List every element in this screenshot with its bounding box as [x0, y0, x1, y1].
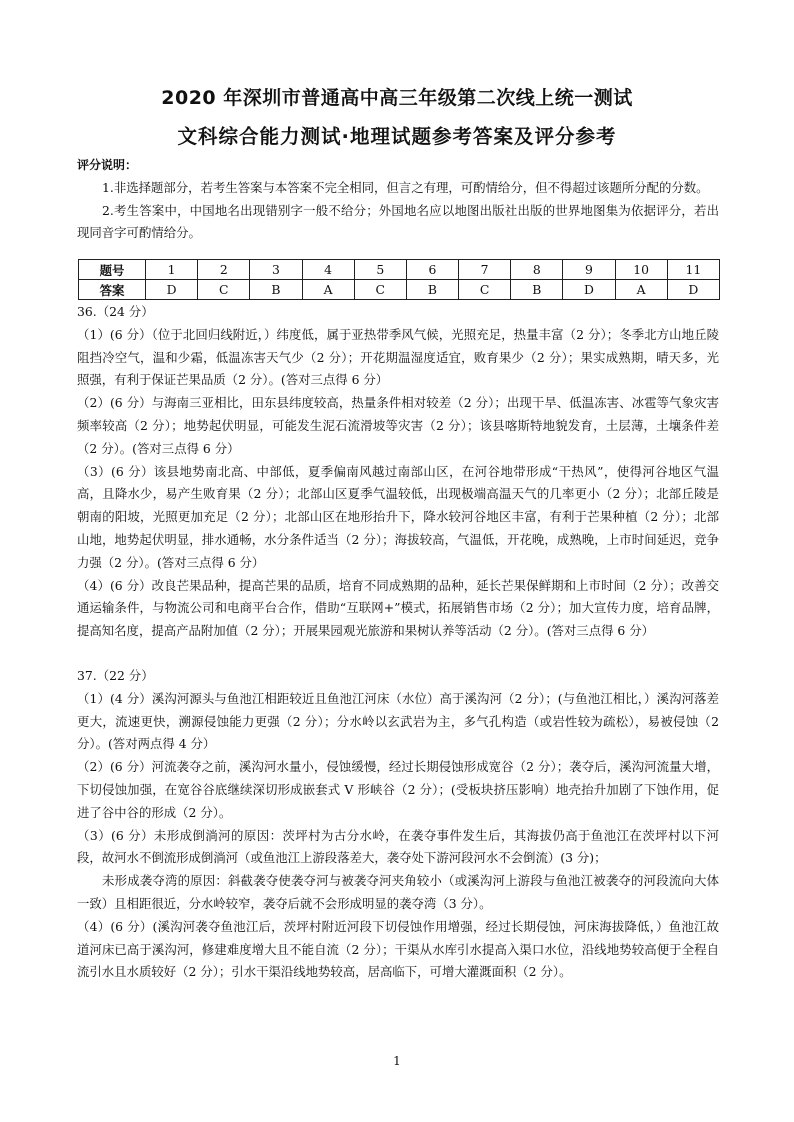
question-36-part-2: （2）(6 分）与海南三亚相比，田东县纬度较高，热量条件相对较差（2 分）；出现干旱、低温冻害、冰雹等气象灾害频率较高（2 分）；地势起伏明显，可能发生泥石流滑坡等灾害（2 分）；该县喀斯特地貌发育，土层薄，土壤条件差（2 分）。(答对三点得 6 分）	[77, 395, 719, 456]
question-36-part-1: （1）(6 分）（位于北回归线附近，）纬度低，属于亚热带季风气候，光照充足，热量丰富（2 分）；冬季北方山地丘陵阻挡冷空气，温和少霜，低温冻害天气少（2 分）；开花期温湿度适宜，败育果少（2 分）；果实成熟期，晴天多，光照强，有利于保证芒果品质（2 分）。(答对三点得 6 分）	[77, 326, 719, 388]
answer-table-answer-row	[79, 280, 720, 300]
question-36-heading: 36.（24 分）	[77, 304, 154, 319]
scoring-notes	[77, 154, 719, 245]
question-36-part-3: （3）(6 分）该县地势南北高、中部低，夏季偏南风越过南部山区，在河谷地带形成“干热风”，使得河谷地区气温高，且降水少，易产生败育果（2 分）；北部山区夏季气温较低，出现极端高温天气的几率更小（2 分）；北部丘陵是朝南的阳坡，光照更加充足（2 分）；北部山区在地形抬升下，降水较河谷地区丰富，有利于芒果种植（2 分）；北部山地，地势起伏明显，排水通畅，水分条件适当（2 分）；海拔较高，气温低，开花晚，成熟晚，上市时间延迟，竞争力强（2 分）。(答对三点得 6 分）	[77, 463, 719, 570]
answer-table	[78, 259, 720, 300]
document-title: 2020 年深圳市普通高中高三年级第二次线上统一测试	[161, 87, 633, 109]
question-number: 5	[354, 260, 406, 280]
answer-cell: A	[302, 280, 354, 300]
question-number-label: 题号	[79, 260, 146, 280]
answer-cell: B	[406, 280, 458, 300]
answer-cell: C	[459, 280, 511, 300]
question-number: 3	[250, 260, 302, 280]
scoring-notes-heading: 评分说明：	[77, 158, 138, 172]
question-number: 4	[302, 260, 354, 280]
question-37-part-2: （2）(6 分）河流袭夺之前，溪沟河水量小，侵蚀缓慢，经过长期侵蚀形成宽谷（2 分）；袭夺后，溪沟河流量大增，下切侵蚀加强，在宽谷谷底继续深切形成嵌套式 V 形峡谷（2 分）；(受板块挤压影响）地壳抬升加剧了下蚀作用，促进了谷中谷的形成（2 分）。	[77, 759, 719, 820]
answer-cell: C	[198, 280, 250, 300]
answer-cell: B	[250, 280, 302, 300]
question-37-part-3: （3）(6 分）未形成倒淌河的原因：茨坪村为古分水岭，在袭夺事件发生后，其海拔仍高于鱼池江在茨坪村以下河段，故河水不倒流形成倒淌河（或鱼池江上游段落差大，袭夺处下游河段河水不会倒流）(3 分)；	[77, 827, 719, 866]
question-number: 1	[146, 260, 198, 280]
answer-cell: D	[563, 280, 615, 300]
answer-cell: A	[615, 280, 667, 300]
answer-cell: D	[667, 280, 719, 300]
question-number: 6	[406, 260, 458, 280]
question-number: 8	[511, 260, 563, 280]
answer-cell: B	[511, 280, 563, 300]
page-number: 1	[393, 1054, 401, 1068]
document-subtitle: 文科综合能力测试·地理试题参考答案及评分参考	[177, 125, 617, 148]
answer-cell: C	[354, 280, 406, 300]
question-37-part-1: （1）(4 分）溪沟河源头与鱼池江相距较近且鱼池江河床（水位）高于溪沟河（2 分）；(与鱼池江相比，）溪沟河落差更大，流速更快，溯源侵蚀能力更强（2 分）；分水岭以玄武岩为主，多气孔构造（或岩性较为疏松），易被侵蚀（2 分）。(答对两点得 4 分）	[77, 690, 719, 752]
answer-label: 答案	[79, 280, 146, 300]
answer-cell: D	[146, 280, 198, 300]
question-36-part-4: （4）(6 分）改良芒果品种，提高芒果的品质，培育不同成熟期的品种，延长芒果保鲜期和上市时间（2 分）；改善交通运输条件，与物流公司和电商平台合作，借助“互联网+”模式，拓展销售市场（2 分）；加大宣传力度，培育品牌，提高知名度，提高产品附加值（2 分）；开展果园观光旅游和果树认养等活动（2 分）。(答对三点得 6 分）	[77, 577, 719, 639]
question-number: 11	[667, 260, 719, 280]
question-36	[77, 301, 719, 984]
scoring-note-2: 2.考生答案中，中国地名出现错别字一般不给分；外国地名应以地图出版社出版的世界地图集为依据评分，若出现同音字可酌情给分。	[77, 202, 719, 241]
question-number: 2	[198, 260, 250, 280]
question-37-heading: 37.（22 分）	[77, 667, 154, 683]
answer-table-number-row	[79, 260, 720, 280]
question-37-part-4: （4）(6 分）(溪沟河袭夺鱼池江后，茨坪村附近河段下切侵蚀作用增强，经过长期侵蚀，河床海拔降低，）鱼池江故道河床已高于溪沟河，修建难度增大且不能自流（2 分）；干渠从水库引水提高入渠口水位，沿线地势较高便于全程自流引水且水质较好（2 分）；引水干渠沿线地势较高，居高临下，可增大灌溉面积（2 分）。	[77, 918, 719, 980]
question-number: 7	[459, 260, 511, 280]
question-number: 9	[563, 260, 615, 280]
scoring-note-1: 1.非选择题部分，若考生答案与本答案不完全相同，但言之有理，可酌情给分，但不得超过该题所分配的分数。	[102, 179, 709, 195]
question-37-part-3b: 未形成袭夺湾的原因：斜截袭夺使袭夺河与被袭夺河夹角较小（或溪沟河上游段与鱼池江被袭夺的河段流向大体一致）且相距很近，分水岭较窄，袭夺后就不会形成明显的袭夺湾（3 分）。	[77, 873, 719, 911]
question-number: 10	[615, 260, 667, 280]
